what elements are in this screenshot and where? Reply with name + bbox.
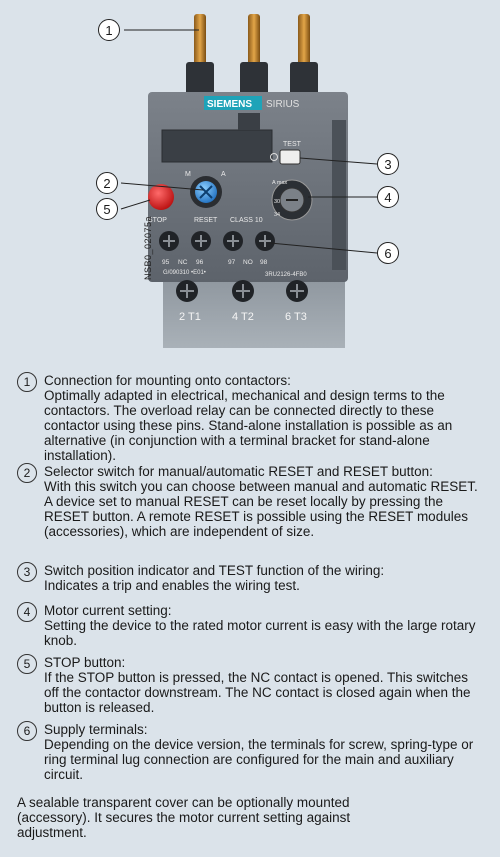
connection-pins xyxy=(186,14,318,98)
dial-34-label: 34 xyxy=(274,212,281,218)
overload-relay-drawing xyxy=(0,0,500,360)
device-illustration xyxy=(0,0,500,360)
callout-1: 1 xyxy=(98,19,120,41)
term-no-label: NO xyxy=(243,259,253,266)
legend-number: 1 xyxy=(17,372,37,392)
term-nc-label: NC xyxy=(178,259,188,266)
callout-5: 5 xyxy=(96,198,118,220)
term-97-label: 97 xyxy=(228,259,236,266)
stop-button-shape xyxy=(148,184,174,210)
part-number-label: 3RU2126-4FB0 xyxy=(265,272,307,278)
legend-number: 4 xyxy=(17,602,37,622)
legend-number: 6 xyxy=(17,721,37,741)
legend-title: STOP button: xyxy=(44,655,126,670)
class-label: CLASS 10 xyxy=(230,217,263,224)
cover-note: A sealable transparent cover can be optionally mounted (accessory). It secures the motor current setting against adjustment. xyxy=(17,795,351,840)
legend-title: Connection for mounting onto contactors: xyxy=(44,373,291,388)
legend-description: Depending on the device version, the terminals for screw, spring-type or ring terminal lug connection are configured for the main and auxiliary circuit. xyxy=(44,737,474,782)
reset-label: RESET xyxy=(194,217,218,224)
legend-title: Supply terminals: xyxy=(44,722,148,737)
dial-30-label: 30 xyxy=(274,199,281,205)
brand-label: SIEMENS xyxy=(207,99,253,110)
legend-description: With this switch you can choose between manual and automatic RESET. A device set to manual RESET can be reset locally by pressing the RESET button. A remote RESET is possible using the RESET modules (accessories), which are independent of size. xyxy=(44,479,478,539)
bottom-term-2: 4 T2 xyxy=(232,311,254,323)
legend-description: Indicates a trip and enables the wiring test. xyxy=(44,578,300,593)
callout-6: 6 xyxy=(377,242,399,264)
mode-m-label: M xyxy=(185,171,191,178)
legend-number: 5 xyxy=(17,654,37,674)
legend-description: If the STOP button is pressed, the NC contact is opened. This switches off the contactor downstream. The NC contact is closed again when the button is released. xyxy=(44,670,471,715)
term-96-label: 96 xyxy=(196,259,204,266)
legend-description: Optimally adapted in electrical, mechanical and design terms to the contactors. The overload relay can be connected directly to these contactor using these pins. Stand-alone installation is possible as an alternative (in conjunction with a terminal bracket for stand-alone installation). xyxy=(44,388,453,463)
side-code-label: NSB0_02075a xyxy=(143,215,153,280)
legend-number: 2 xyxy=(17,463,37,483)
stop-label: STOP xyxy=(148,217,167,224)
series-label: SIRIUS xyxy=(266,99,300,110)
test-label: TEST xyxy=(283,141,301,148)
callout-4: 4 xyxy=(377,186,399,208)
dial-max-label: A max xyxy=(272,180,288,186)
term-98-label: 98 xyxy=(260,259,268,266)
legend-title: Motor current setting: xyxy=(44,603,172,618)
legend-title: Switch position indicator and TEST function of the wiring: xyxy=(44,563,385,578)
legend-title: Selector switch for manual/automatic RESET and RESET button: xyxy=(44,464,433,479)
stamp-label: G/090310 •E01• xyxy=(163,270,206,276)
term-95-label: 95 xyxy=(162,259,170,266)
bottom-term-3: 6 T3 xyxy=(285,311,307,323)
legend-description: Setting the device to the rated motor current is easy with the large rotary knob. xyxy=(44,618,476,648)
mode-a-label: A xyxy=(221,171,226,178)
legend-number: 3 xyxy=(17,562,37,582)
callout-2: 2 xyxy=(96,172,118,194)
bottom-term-1: 2 T1 xyxy=(179,311,201,323)
callout-3: 3 xyxy=(377,153,399,175)
